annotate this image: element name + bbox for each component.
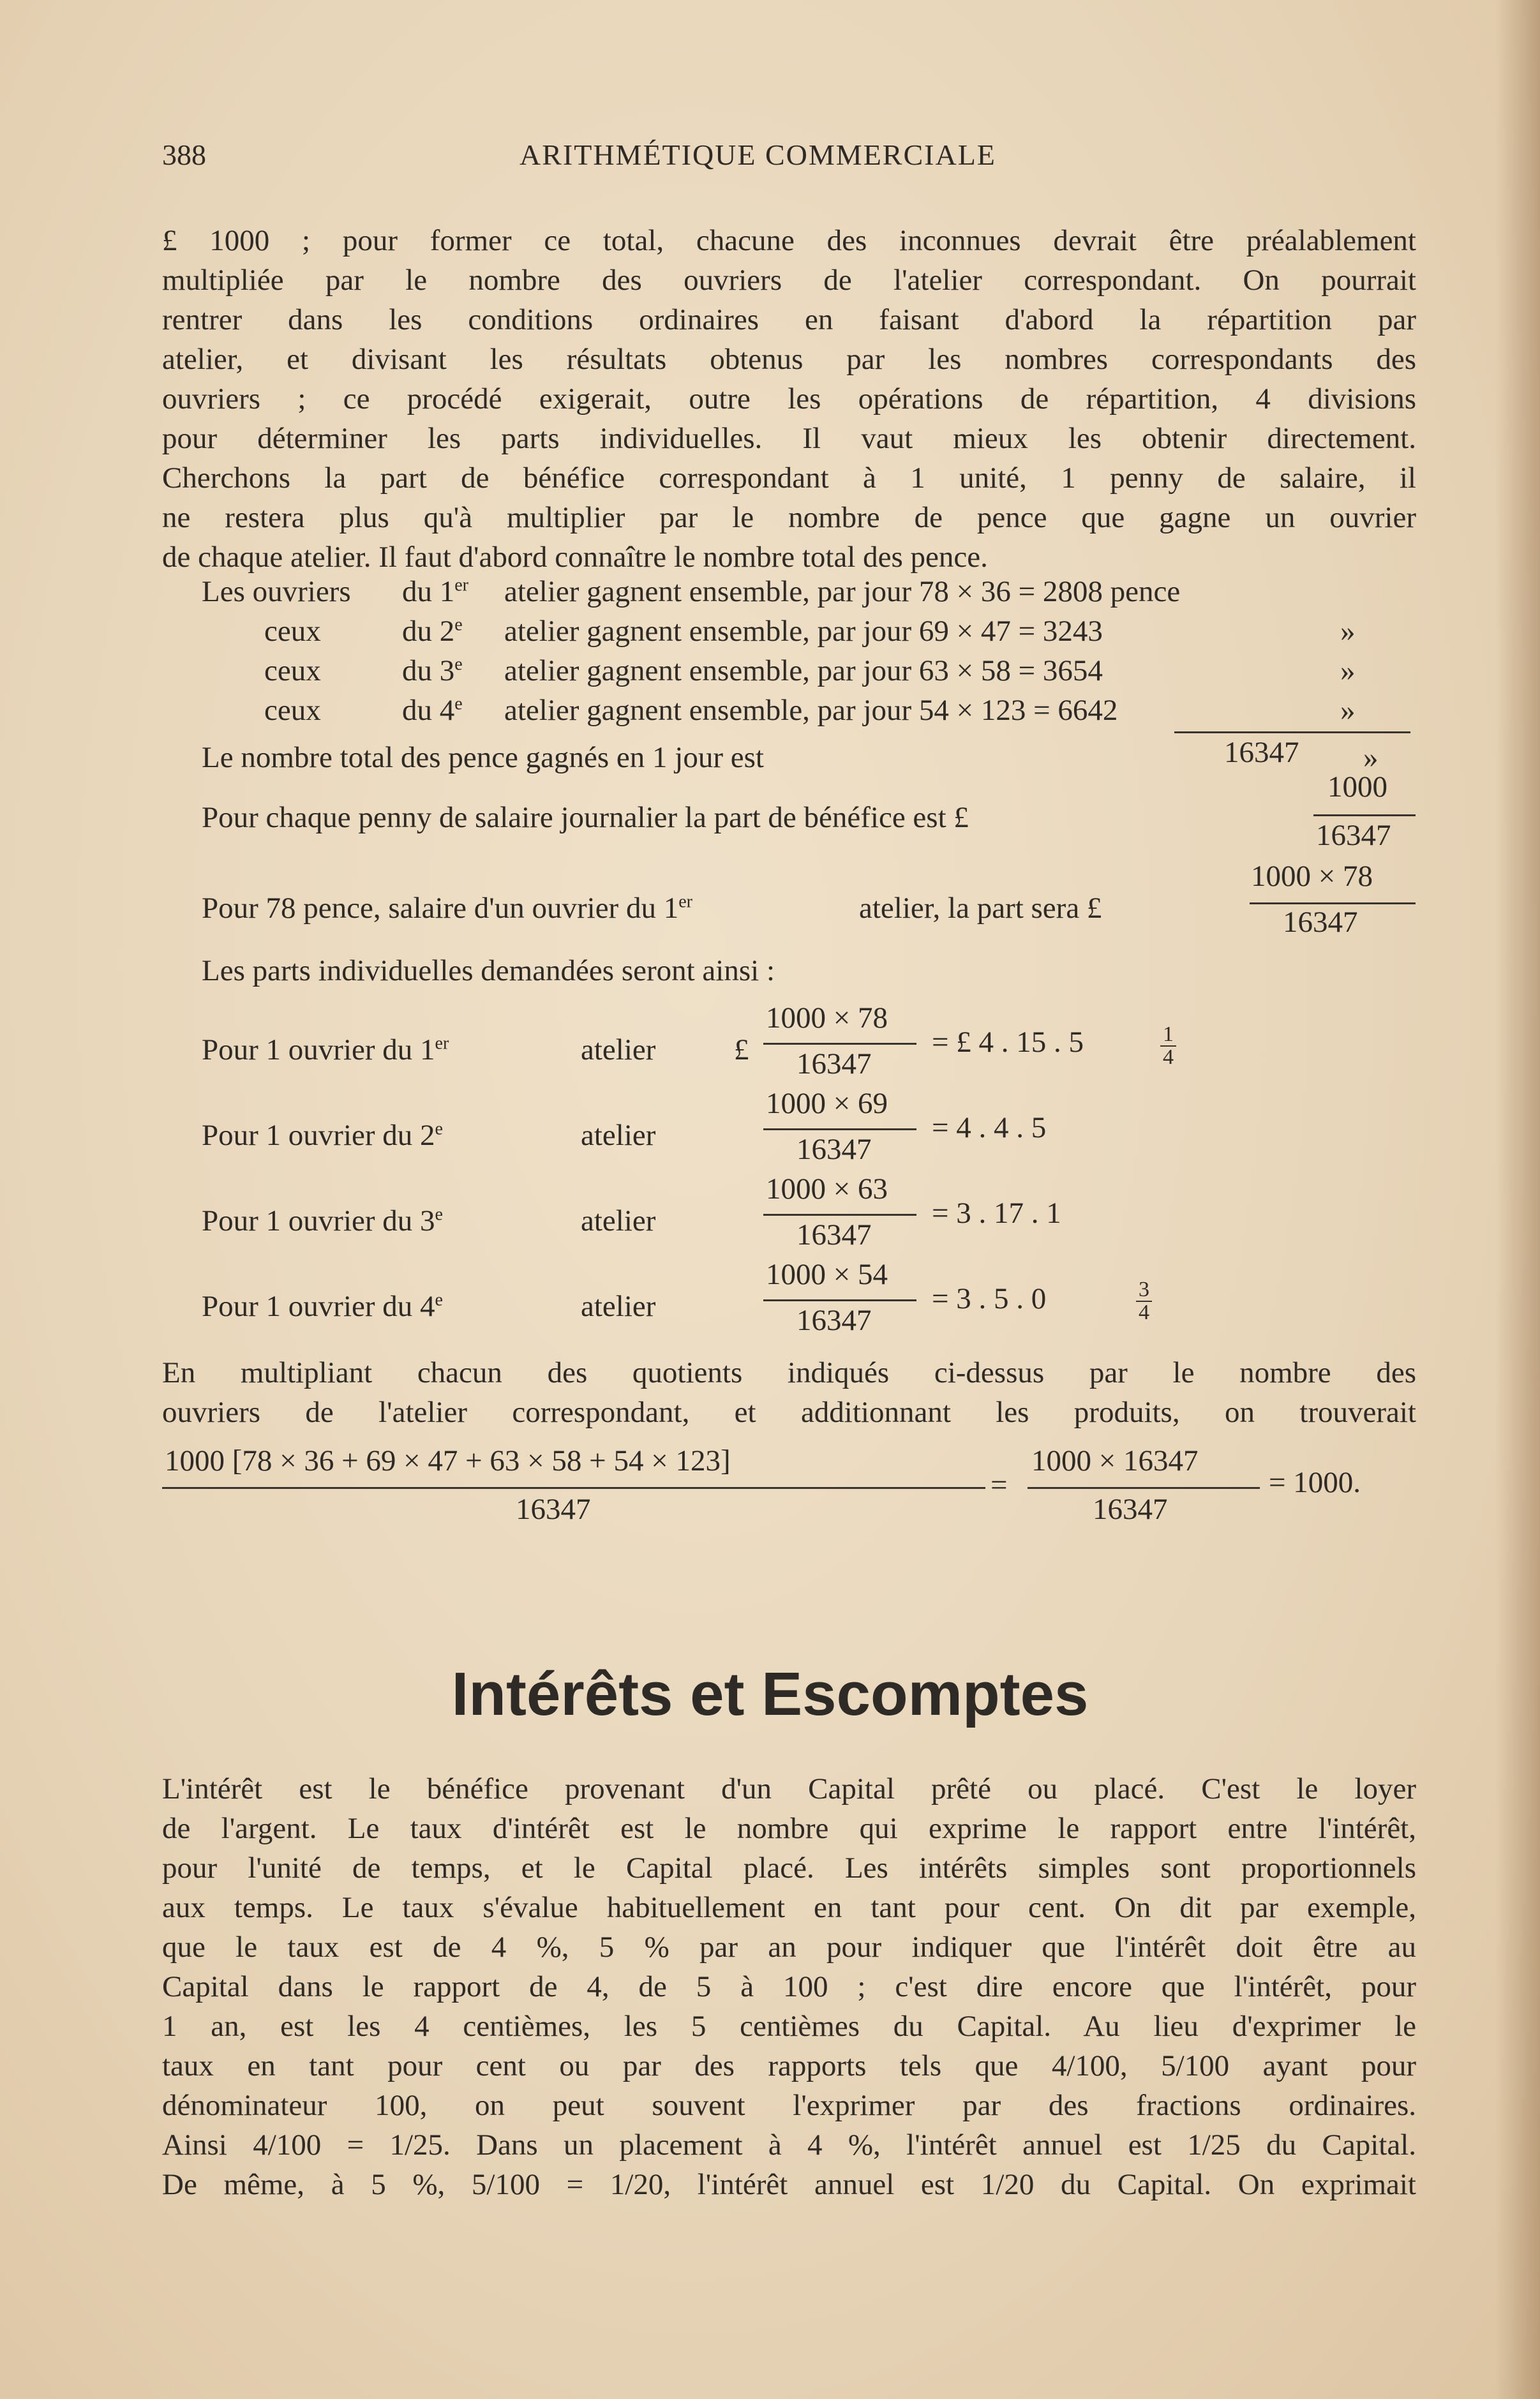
text-line: atelier, et divisant les résultats obtenus par les nombres correspondants des [162,343,1416,376]
part-denominator: 16347 [796,1304,872,1337]
fraction-bar [763,1299,916,1301]
fraction-bar [1250,902,1416,904]
wages-row-text: atelier gagnent ensemble, par jour 69 × 47 = 3243 [504,615,1103,648]
wages-row-who: ceux [264,654,321,687]
per-78-label-b: atelier, la part sera £ [859,892,1102,925]
per-penny-numerator: 1000 [1327,770,1387,803]
formula-equals-1: = [991,1469,1008,1502]
per-penny-label: Pour chaque penny de salaire journalier la part de bénéfice est £ [202,801,969,834]
per-78-denominator: 16347 [1283,906,1358,939]
wages-row-unit: » [1340,654,1356,687]
text-line: que le taux est de 4 %, 5 % par an pour indiquer que l'intérêt doit être au [162,1931,1416,1964]
text-line: multipliée par le nombre des ouvriers de l'atelier correspondant. On pourrait [162,264,1416,297]
fraction-bar [763,1043,916,1045]
page-header [162,138,1419,183]
part-denominator: 16347 [796,1133,872,1166]
fraction-bar [763,1214,916,1216]
total-value: 16347 [1224,736,1299,769]
part-label-atelier: atelier [581,1290,656,1323]
part-label: Pour 1 ouvrier du 2e [202,1119,443,1152]
part-result: = £ 4 . 15 . 5 [932,1026,1084,1059]
fraction-bar [1028,1487,1260,1489]
parts-intro: Les parts individuelles demandées seront ainsi : [202,954,775,987]
per-78-label-a: Pour 78 pence, salaire d'un ouvrier du 1er [202,892,692,925]
text-line: pour l'unité de temps, et le Capital placé. Les intérêts simples sont proportionnels [162,1851,1416,1885]
wages-row-du: du 1er [402,575,469,608]
text-line: ouvriers ; ce procédé exigerait, outre les opérations de répartition, 4 divisions [162,382,1416,415]
text-line: ne restera plus qu'à multiplier par le nombre de pence que gagne un ouvrier [162,501,1416,534]
fraction-bar [162,1487,985,1489]
per-78-numerator: 1000 × 78 [1251,860,1373,893]
formula-denominator-1: 16347 [516,1493,591,1526]
text-line: ouvriers de l'atelier correspondant, et additionnant les produits, on trouverait [162,1396,1416,1429]
part-numerator: 1000 × 78 [766,1001,888,1035]
text-line: L'intérêt est le bénéfice provenant d'un Capital prêté ou placé. C'est le loyer [162,1772,1416,1805]
part-result-fraction: $\frac{3}{4}$ [1136,1279,1152,1324]
part-result-fraction: $\frac{1}{4}$ [1160,1024,1176,1068]
running-head: ARITHMÉTIQUE COMMERCIALE [520,138,996,171]
wages-row-text: atelier gagnent ensemble, par jour 63 × 58 = 3654 [504,654,1103,687]
text-line: Ainsi 4/100 = 1/25. Dans un placement à 4 %, l'intérêt annuel est 1/25 du Capital. [162,2128,1416,2162]
part-numerator: 1000 × 63 [766,1172,888,1206]
text-line: de l'argent. Le taux d'intérêt est le nombre qui exprime le rapport entre l'intérêt, [162,1812,1416,1845]
fraction-bar [763,1128,916,1130]
part-label-atelier: atelier [581,1204,656,1237]
formula-numerator-2: 1000 × 16347 [1031,1444,1199,1477]
part-result: = 4 . 4 . 5 [932,1111,1047,1144]
sum-rule [1174,731,1410,733]
part-label: Pour 1 ouvrier du 3e [202,1204,443,1237]
formula-numerator-1: 1000 [78 × 36 + 69 × 47 + 63 × 58 + 54 × 123] [165,1444,731,1477]
text-line: En multipliant chacun des quotients indiqués ci-dessus par le nombre des [162,1356,1416,1389]
wages-row-unit: » [1340,615,1356,648]
intro-paragraph [162,221,1416,577]
text-line: taux en tant pour cent ou par des rapports tels que 4/100, 5/100 ayant pour [162,2049,1416,2082]
text-line: 1 an, est les 4 centièmes, les 5 centièmes du Capital. Au lieu d'exprimer le [162,2010,1416,2043]
formula-result: = 1000. [1269,1466,1361,1499]
wages-row-text: atelier gagnent ensemble, par jour 78 × 36 = 2808 pence [504,575,1181,608]
text-line: aux temps. Le taux s'évalue habituellement en tant pour cent. On dit par exemple, [162,1891,1416,1924]
text-line: £ 1000 ; pour former ce total, chacune des inconnues devrait être préalablement [162,224,1416,257]
text-line: dénominateur 100, on peut souvent l'exprimer par des fractions ordinaires. [162,2089,1416,2122]
part-label-atelier: atelier [581,1119,656,1152]
text-line: rentrer dans les conditions ordinaires en faisant d'abord la répartition par [162,303,1416,336]
part-denominator: 16347 [796,1218,872,1252]
wages-row-text: atelier gagnent ensemble, par jour 54 × 123 = 6642 [504,694,1118,727]
wages-row-who: ceux [264,694,321,727]
part-numerator: 1000 × 54 [766,1258,888,1291]
text-line: pour déterminer les parts individuelles. Il vaut mieux les obtenir directement. [162,422,1416,455]
wages-row-du: du 3e [402,654,463,687]
text-line: De même, à 5 %, 5/100 = 1/20, l'intérêt annuel est 1/20 du Capital. On exprimait [162,2168,1416,2201]
wages-row-du: du 4e [402,694,463,727]
page-number: 388 [162,138,206,171]
check-paragraph [162,1353,1416,1432]
page-edge-shadow [1495,0,1540,2399]
part-numerator: 1000 × 69 [766,1087,888,1120]
section-title: Intérêts et Escomptes [451,1660,1089,1728]
text-line: Cherchons la part de bénéfice correspondant à 1 unité, 1 penny de salaire, il [162,461,1416,495]
total-unit: » [1363,741,1379,774]
interest-paragraph [162,1769,1416,2204]
text-line: de chaque atelier. Il faut d'abord connaître le nombre total des pence. [162,541,988,574]
part-prefix: £ [734,1033,749,1066]
part-result: = 3 . 5 . 0 [932,1282,1047,1315]
formula-denominator-2: 16347 [1093,1493,1168,1526]
part-denominator: 16347 [796,1047,872,1080]
wages-row-who: Les ouvriers [202,575,351,608]
text-line: Capital dans le rapport de 4, de 5 à 100 ; c'est dire encore que l'intérêt, pour [162,1970,1416,2003]
part-label-atelier: atelier [581,1033,656,1066]
total-label: Le nombre total des pence gagnés en 1 jour est [202,741,764,774]
part-label: Pour 1 ouvrier du 1er [202,1033,449,1066]
wages-row-du: du 2e [402,615,463,648]
per-penny-denominator: 16347 [1316,819,1391,852]
wages-row-who: ceux [264,615,321,648]
fraction-bar [1313,814,1416,816]
part-result: = 3 . 17 . 1 [932,1197,1061,1230]
wages-row-unit: » [1340,694,1356,727]
part-label: Pour 1 ouvrier du 4e [202,1290,443,1323]
